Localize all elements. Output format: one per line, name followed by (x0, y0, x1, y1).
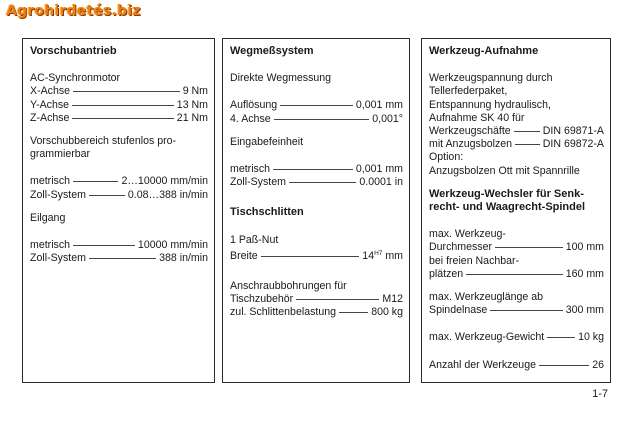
tool-clamp-text: Werkzeugspannung durch Tellerfederpaket, Entspannung hydraulisch, Aufnahme SK 40 für (429, 72, 553, 124)
spec-row: Durchmesser 100 mm (429, 241, 604, 254)
spec-row: X-Achse 9 Nm (30, 85, 208, 98)
heading-table-slide: Tischschlitten (230, 206, 304, 219)
watermark-logo: Agrohirdetés.biz (6, 3, 141, 19)
spec-row: 4. Achse 0,001° (230, 112, 403, 125)
panel-tool-holder (421, 38, 611, 383)
spec-row: Zoll-System 388 in/min (30, 252, 208, 265)
slot-info: 1 Paß-Nut (230, 233, 279, 246)
diameter-text: max. Werkzeug- (429, 228, 506, 241)
spec-row: max. Werkzeug-Gewicht 10 kg (429, 331, 604, 344)
free-slots-text: bei freien Nachbar- (429, 254, 520, 267)
spec-row: Anzahl der Werkzeuge 26 (429, 358, 604, 371)
spec-row: Zoll-System 0.08…388 in/min (30, 188, 208, 201)
bores-text: Anschraubbohrungen für (230, 280, 347, 293)
spec-row: Y-Achse 13 Nm (30, 98, 208, 111)
option-text: Option: Anzugsbolzen Ott mit Spannrille (429, 151, 580, 177)
heading-measuring-system: Wegmeßsystem (230, 45, 314, 57)
spec-row: metrisch 10000 mm/min (30, 239, 208, 252)
input-title: Eingabefeinheit (230, 135, 304, 148)
spec-row: Auflösung 0,001 mm (230, 99, 403, 112)
rapid-title: Eilgang (30, 211, 66, 224)
spec-row: Tischzubehör M12 (230, 293, 403, 306)
length-text: max. Werkzeuglänge ab (429, 291, 544, 304)
page-number: 1-7 (592, 388, 608, 400)
spec-row: metrisch 0,001 mm (230, 163, 403, 176)
spec-row: metrisch 2…10000 mm/min (30, 175, 208, 188)
spec-row: plätzen 160 mm (429, 267, 604, 280)
spec-row: Spindelnase 300 mm (429, 304, 604, 317)
spec-row: Z-Achse 21 Nm (30, 111, 208, 124)
motor-type: AC-Synchronmotor (30, 72, 121, 85)
spec-row: Werkzeugschäfte DIN 69871-A (429, 125, 604, 138)
direct-measure: Direkte Wegmessung (230, 72, 332, 85)
spec-row: zul. Schlittenbelastung 800 kg (230, 306, 403, 319)
spec-row: mit Anzugsbolzen DIN 69872-A (429, 138, 604, 151)
heading-tool-changer: Werkzeug-Wechsler für Senk- recht- und Waagrecht-Spindel (429, 187, 586, 214)
panel-feed-drive (22, 38, 215, 383)
heading-tool-holder: Werkzeug-Aufnahme (429, 45, 539, 57)
heading-feed-drive: Vorschubantrieb (30, 45, 117, 57)
panel-measuring-system (222, 38, 410, 383)
spec-row: Breite $14^{H7}$ mm (230, 249, 403, 262)
spec-row: Zoll-System 0.0001 in (230, 176, 403, 189)
feed-range-text: Vorschubbereich stufenlos pro- grammierbar (30, 135, 177, 161)
